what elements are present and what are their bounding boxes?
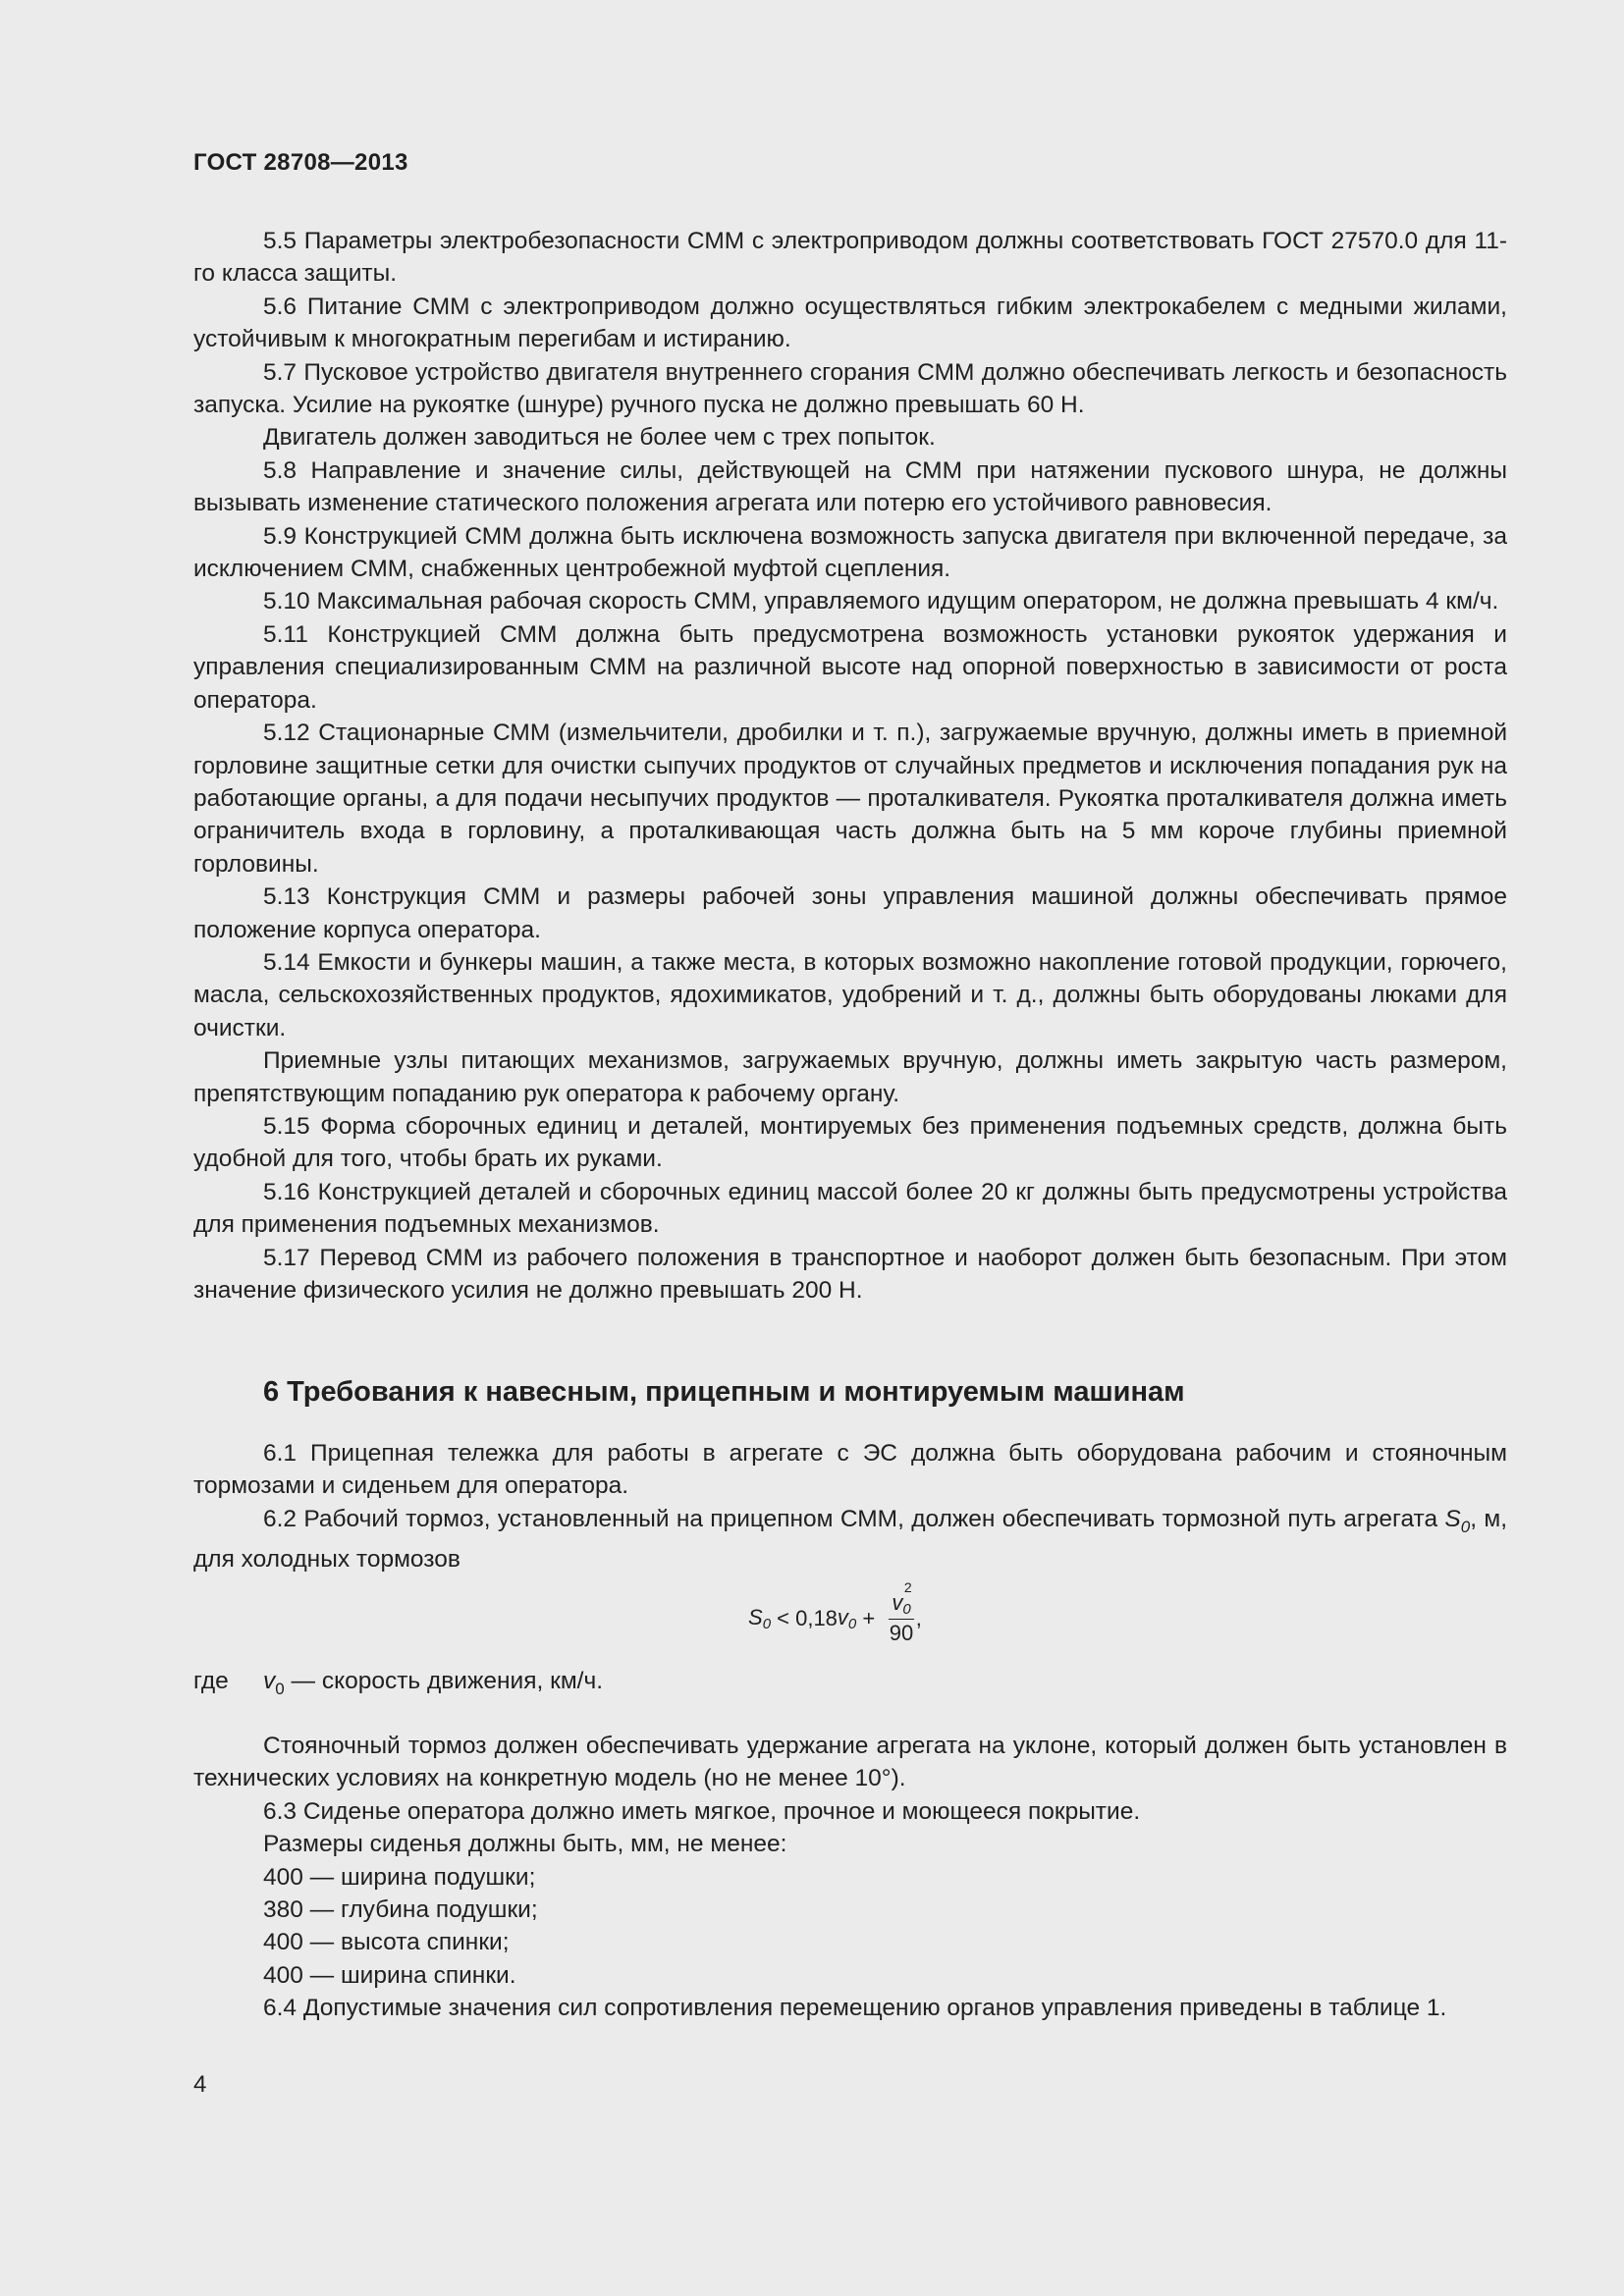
- seat-list-item: 400 — ширина подушки;: [263, 1863, 536, 1891]
- paragraph-5-13: 5.13 Конструкция СММ и размеры рабочей зоны управления машиной должны обеспечивать прямое положение корпуса оператора.: [193, 883, 1507, 943]
- formula-plus: +: [856, 1605, 882, 1630]
- paragraph-6-1: 6.1 Прицепная тележка для работы в агрегате с ЭС должна быть оборудована рабочим и стояночным тормозами и сиденьем для оператора.: [193, 1440, 1507, 1500]
- paragraph-6-2: [193, 1503, 1507, 1576]
- section-5-body: [193, 225, 1507, 1307]
- formula-lhs: $S_0$: [748, 1604, 772, 1632]
- formula-end: ,: [915, 1605, 922, 1630]
- formula-velocity: $v_0$: [837, 1604, 857, 1632]
- braking-distance-formula: [748, 1579, 922, 1646]
- seat-list-item: 400 — ширина спинки.: [263, 1961, 516, 1989]
- paragraph-5-11: 5.11 Конструкцией СММ должна быть предусмотрена возможность установки рукояток удержания и управления специализированным СММ на различной высоте над опорной поверхностью в зависимости от роста оператора.: [193, 620, 1507, 714]
- paragraph-5-15: 5.15 Форма сборочных единиц и деталей, монтируемых без применения подъемных средств, должна быть удобной для того, чтобы брать их руками.: [193, 1112, 1507, 1173]
- page-number: 4: [193, 2071, 207, 2098]
- paragraph-5-10: 5.10 Максимальная рабочая скорость СММ, управляемого идущим оператором, не должна превышать 4 км/ч.: [263, 588, 1499, 615]
- paragraph-5-9: 5.9 Конструкцией СММ должна быть исключена возможность запуска двигателя при включенной передаче, за исключением СММ, снабженных центробежной муфтой сцепления.: [193, 522, 1507, 583]
- paragraph-6-4: 6.4 Допустимые значения сил сопротивления перемещению органов управления приведены в таблице 1.: [263, 1995, 1447, 2022]
- paragraph-5-7: 5.7 Пусковое устройство двигателя внутреннего сгорания СММ должно обеспечивать легкость и безопасность запуска. Усилие на рукоятке (шнуре) ручного пуска не должно превышать 60 Н.: [193, 358, 1507, 419]
- formula-fraction: [889, 1579, 914, 1646]
- paragraph-5-5: 5.5 Параметры электробезопасности СММ с электроприводом должны соответствовать ГОСТ 27570.0 для 11-го класса защиты.: [193, 228, 1507, 288]
- paragraph-6-2-tail: , м, для холодных тормозов: [193, 1505, 1508, 1574]
- section-6-intro: [193, 1437, 1507, 1576]
- formula-middle: < 0,18: [771, 1605, 838, 1630]
- formula-denominator: 90: [889, 1621, 914, 1645]
- paragraph-5-8: 5.8 Направление и значение силы, действующей на СММ при натяжении пускового шнура, не должны вызывать изменение статического положения агрегата или потерю его устойчивого равновесия.: [193, 456, 1507, 517]
- paragraph-6-3: 6.3 Сиденье оператора должно иметь мягкое, прочное и моющееся покрытие.: [263, 1797, 1141, 1825]
- document-code: ГОСТ 28708—2013: [193, 149, 408, 176]
- seat-list-item: 400 — высота спинки;: [263, 1929, 510, 1956]
- paragraph-5-7-note: Двигатель должен заводиться не более чем с трех попыток.: [263, 424, 936, 452]
- paragraph-5-6: 5.6 Питание СММ с электроприводом должно осуществляться гибким электрокабелем с медными жилами, устойчивым к многократным перегибам и истиранию.: [193, 293, 1507, 353]
- where-variable: $v_0$: [263, 1668, 285, 1698]
- seat-list-item: 380 — глубина подушки;: [263, 1896, 538, 1924]
- paragraph-5-12: 5.12 Стационарные СММ (измельчители, дробилки и т. п.), загружаемые вручную, должны иметь в приемной горловине защитные сетки для очистки сыпучих продуктов от случайных предметов и исключения попадания рук на работающие органы, а для подачи несыпучих продуктов — проталкивателя. Рукоятка проталкивателя должна иметь ограничитель входа в горловину, а проталкивающая часть должна быть на 5 мм короче глубины приемной горловины.: [193, 720, 1507, 878]
- paragraph-5-14-note: Приемные узлы питающих механизмов, загружаемых вручную, должны иметь закрытую часть размером, препятствующим попаданию рук оператора к рабочему органу.: [193, 1047, 1507, 1107]
- paragraph-parking-brake: Стояночный тормоз должен обеспечивать удержание агрегата на уклоне, который должен быть установлен в технических условиях на конкретную модель (но не менее 10°).: [193, 1733, 1507, 1792]
- seat-list-intro: Размеры сиденья должны быть, мм, не менее:: [263, 1831, 787, 1858]
- paragraph-5-14: 5.14 Емкости и бункеры машин, а также места, в которых возможно накопление готовой продукции, горючего, масла, сельскохозяйственных продуктов, ядохимикатов, удобрений и т. д., должны быть оборудованы люками для очистки.: [193, 948, 1507, 1041]
- variable-s: $S_0$: [1444, 1505, 1471, 1536]
- section-6-body: [193, 1730, 1507, 2025]
- paragraph-5-16: 5.16 Конструкцией деталей и сборочных единиц массой более 20 кг должны быть предусмотрены устройства для применения подъемных механизмов.: [193, 1178, 1507, 1239]
- where-label: где: [193, 1668, 229, 1694]
- paragraph-5-17: 5.17 Перевод СММ из рабочего положения в транспортное и наоборот должен быть безопасным. При этом значение физического усилия не должно превышать 200 Н.: [193, 1244, 1507, 1304]
- formula-numerator: $v_0$ 2: [889, 1590, 913, 1620]
- paragraph-6-2-text: 6.2 Рабочий тормоз, установленный на прицепном СММ, должен обеспечивать тормозной путь агрегата: [263, 1505, 1438, 1532]
- formula-legend: [193, 1665, 603, 1705]
- where-text: — скорость движения, км/ч.: [284, 1668, 604, 1694]
- section-6-heading: 6 Требования к навесным, прицепным и монтируемым машинам: [263, 1376, 1185, 1408]
